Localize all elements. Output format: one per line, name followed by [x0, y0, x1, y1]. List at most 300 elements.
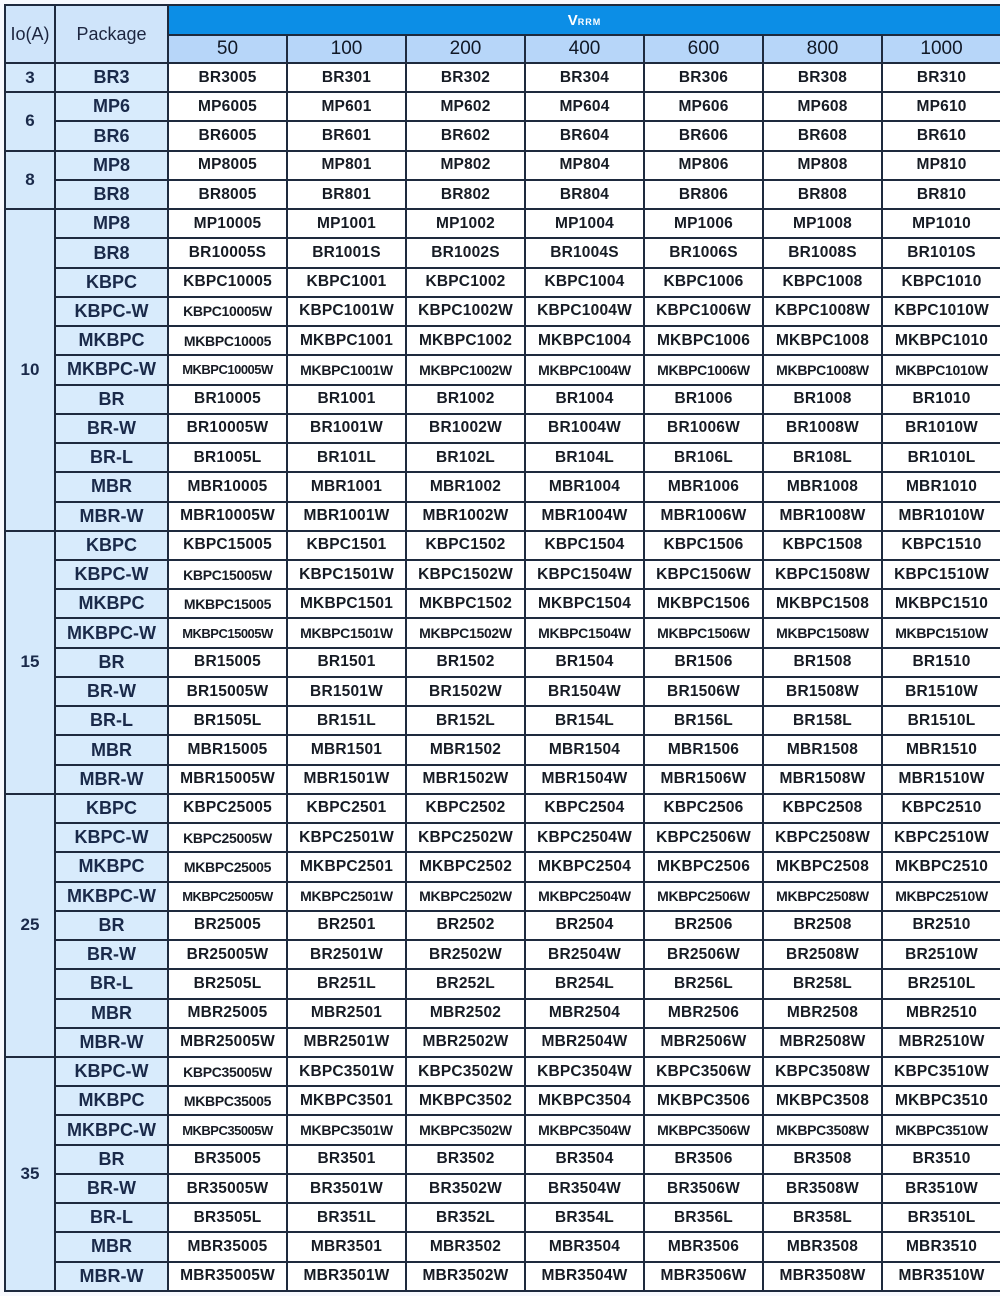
part-number-cell: MKBPC2506W: [644, 882, 763, 911]
part-number-cell: KBPC2510: [882, 794, 1000, 823]
package-cell: MP8: [55, 209, 168, 238]
part-number-cell: KBPC2508W: [763, 823, 882, 852]
part-number-cell: MKBPC3504: [525, 1086, 644, 1115]
table-row: [5, 151, 1000, 180]
part-number-cell: MP1008: [763, 209, 882, 238]
part-number-cell: BR10005: [168, 385, 287, 414]
part-number-cell: MBR1506: [644, 735, 763, 764]
part-number-cell: BR8005: [168, 180, 287, 209]
table-row: [5, 1057, 1000, 1086]
package-cell: MBR-W: [55, 1262, 168, 1291]
table-row: [5, 1203, 1000, 1232]
part-number-cell: MP1004: [525, 209, 644, 238]
part-number-cell: MBR10005: [168, 472, 287, 501]
part-number-cell: BR1501: [287, 648, 406, 677]
part-number-cell: BR15005W: [168, 677, 287, 706]
part-number-cell: KBPC1010: [882, 268, 1000, 297]
part-number-cell: KBPC1508W: [763, 560, 882, 589]
part-number-cell: MKBPC35005: [168, 1086, 287, 1115]
part-number-cell: BR1508: [763, 648, 882, 677]
part-number-cell: KBPC1504: [525, 531, 644, 560]
part-number-cell: BR3504: [525, 1145, 644, 1174]
package-cell: BR-L: [55, 1203, 168, 1232]
part-number-cell: BR3506: [644, 1145, 763, 1174]
part-number-cell: BR2506W: [644, 940, 763, 969]
table-row: [5, 1086, 1000, 1115]
part-number-cell: MP804: [525, 151, 644, 180]
part-number-cell: KBPC3501W: [287, 1057, 406, 1086]
table-row: [5, 297, 1000, 326]
part-number-cell: MBR3502: [406, 1232, 525, 1261]
part-number-cell: BR3504W: [525, 1174, 644, 1203]
part-number-cell: MBR15005: [168, 735, 287, 764]
part-number-cell: BR3501W: [287, 1174, 406, 1203]
part-number-cell: KBPC2502: [406, 794, 525, 823]
part-number-cell: BR351L: [287, 1203, 406, 1232]
table-row: [5, 706, 1000, 735]
package-cell: MKBPC: [55, 1086, 168, 1115]
part-number-cell: BR804: [525, 180, 644, 209]
part-number-cell: MBR1008: [763, 472, 882, 501]
table-header: [5, 5, 1000, 63]
part-number-cell: MBR10005W: [168, 502, 287, 531]
part-number-cell: BR3510L: [882, 1203, 1000, 1232]
part-number-cell: BR256L: [644, 969, 763, 998]
package-cell: MBR-W: [55, 502, 168, 531]
package-cell: BR: [55, 911, 168, 940]
part-number-cell: BR1505L: [168, 706, 287, 735]
part-number-cell: MKBPC1001: [287, 326, 406, 355]
package-cell: KBPC-W: [55, 297, 168, 326]
part-number-cell: KBPC2502W: [406, 823, 525, 852]
part-number-cell: MBR2501W: [287, 1028, 406, 1057]
voltage-header-cell: 50: [168, 35, 287, 63]
part-number-cell: MBR3502W: [406, 1262, 525, 1291]
part-number-cell: MBR1506W: [644, 765, 763, 794]
part-number-cell: BR2508W: [763, 940, 882, 969]
part-number-cell: BR1005L: [168, 443, 287, 472]
part-number-cell: BR1508W: [763, 677, 882, 706]
part-number-cell: MKBPC1506W: [644, 618, 763, 647]
part-number-cell: BR610: [882, 121, 1000, 150]
part-number-cell: KBPC1510: [882, 531, 1000, 560]
part-number-cell: BR3505L: [168, 1203, 287, 1232]
part-number-cell: KBPC3508W: [763, 1057, 882, 1086]
part-number-cell: BR808: [763, 180, 882, 209]
part-number-cell: MKBPC1506: [644, 589, 763, 618]
part-number-cell: MBR1002W: [406, 502, 525, 531]
package-cell: BR-W: [55, 677, 168, 706]
part-number-cell: BR156L: [644, 706, 763, 735]
part-number-cell: MBR1510: [882, 735, 1000, 764]
part-number-cell: KBPC1502: [406, 531, 525, 560]
part-number-cell: MKBPC2504: [525, 852, 644, 881]
part-number-cell: BR1004S: [525, 238, 644, 267]
part-number-cell: BR254L: [525, 969, 644, 998]
part-number-cell: KBPC1506: [644, 531, 763, 560]
vrrm-symbol: V: [567, 11, 578, 29]
part-number-cell: MP610: [882, 92, 1000, 121]
current-rating-cell: 8: [5, 151, 55, 209]
part-number-cell: KBPC3506W: [644, 1057, 763, 1086]
part-number-cell: BR801: [287, 180, 406, 209]
vrrm-header: [168, 5, 1000, 35]
part-number-cell: MKBPC1502: [406, 589, 525, 618]
table-row: [5, 443, 1000, 472]
part-number-cell: BR352L: [406, 1203, 525, 1232]
part-number-cell: BR2508: [763, 911, 882, 940]
part-number-cell: MBR2504W: [525, 1028, 644, 1057]
part-number-cell: KBPC2501: [287, 794, 406, 823]
part-number-cell: BR2501W: [287, 940, 406, 969]
part-number-cell: MBR1001W: [287, 502, 406, 531]
part-number-cell: KBPC25005W: [168, 823, 287, 852]
part-number-cell: BR1004: [525, 385, 644, 414]
part-number-cell: BR306: [644, 63, 763, 92]
part-number-cell: BR25005: [168, 911, 287, 940]
part-number-cell: MBR1501: [287, 735, 406, 764]
part-number-cell: KBPC1002: [406, 268, 525, 297]
part-number-cell: KBPC1008: [763, 268, 882, 297]
part-number-cell: MBR3506: [644, 1232, 763, 1261]
part-number-cell: KBPC1006: [644, 268, 763, 297]
part-number-cell: MBR1508: [763, 735, 882, 764]
part-number-cell: BR1008W: [763, 414, 882, 443]
package-cell: MP8: [55, 151, 168, 180]
package-cell: MBR-W: [55, 1028, 168, 1057]
package-cell: BR8: [55, 238, 168, 267]
part-number-cell: MP806: [644, 151, 763, 180]
part-number-cell: BR1010W: [882, 414, 1000, 443]
package-cell: MP6: [55, 92, 168, 121]
part-number-cell: MKBPC2508W: [763, 882, 882, 911]
package-cell: KBPC-W: [55, 1057, 168, 1086]
package-cell: KBPC: [55, 794, 168, 823]
part-number-cell: BR1506: [644, 648, 763, 677]
package-cell: BR: [55, 1145, 168, 1174]
part-number-cell: MKBPC3502: [406, 1086, 525, 1115]
part-number-cell: KBPC15005W: [168, 560, 287, 589]
part-number-cell: MKBPC1501: [287, 589, 406, 618]
table-row: [5, 180, 1000, 209]
part-number-cell: MBR25005: [168, 999, 287, 1028]
part-number-cell: KBPC1004: [525, 268, 644, 297]
voltage-header-cell: 1000: [882, 35, 1000, 63]
part-number-cell: MP6005: [168, 92, 287, 121]
part-number-cell: BR152L: [406, 706, 525, 735]
voltage-header-cell: 400: [525, 35, 644, 63]
part-number-cell: KBPC3510W: [882, 1057, 1000, 1086]
part-number-cell: BR604: [525, 121, 644, 150]
part-number-cell: BR106L: [644, 443, 763, 472]
part-number-cell: MBR2501: [287, 999, 406, 1028]
part-number-cell: MKBPC1008W: [763, 355, 882, 384]
table-body: [5, 63, 1000, 1291]
part-number-cell: MBR1502W: [406, 765, 525, 794]
part-number-cell: BR2502: [406, 911, 525, 940]
package-cell: MKBPC: [55, 326, 168, 355]
part-number-cell: BR802: [406, 180, 525, 209]
part-number-cell: MKBPC15005: [168, 589, 287, 618]
package-cell: BR6: [55, 121, 168, 150]
part-number-cell: BR2510W: [882, 940, 1000, 969]
part-number-cell: BR2510: [882, 911, 1000, 940]
part-number-cell: MP10005: [168, 209, 287, 238]
part-number-cell: BR3508: [763, 1145, 882, 1174]
part-number-cell: MBR25005W: [168, 1028, 287, 1057]
package-cell: BR: [55, 385, 168, 414]
package-cell: KBPC: [55, 531, 168, 560]
part-number-cell: MKBPC3506W: [644, 1115, 763, 1144]
part-number-cell: BR3510: [882, 1145, 1000, 1174]
part-number-cell: MKBPC1510: [882, 589, 1000, 618]
table-row: [5, 355, 1000, 384]
table-row: [5, 385, 1000, 414]
part-number-cell: MKBPC3508: [763, 1086, 882, 1115]
table-row: [5, 1145, 1000, 1174]
part-number-cell: BR3510W: [882, 1174, 1000, 1203]
part-number-cell: MP604: [525, 92, 644, 121]
part-number-cell: KBPC35005W: [168, 1057, 287, 1086]
part-number-cell: MP1001: [287, 209, 406, 238]
part-number-cell: MKBPC3504W: [525, 1115, 644, 1144]
part-number-cell: BR1502: [406, 648, 525, 677]
part-number-cell: MBR1004: [525, 472, 644, 501]
part-number-cell: BR3502: [406, 1145, 525, 1174]
part-number-cell: MP602: [406, 92, 525, 121]
current-rating-cell: 10: [5, 209, 55, 531]
part-number-cell: KBPC1504W: [525, 560, 644, 589]
vrrm-subscript: RRM: [577, 16, 602, 27]
table-row: [5, 823, 1000, 852]
part-number-cell: MKBPC1502W: [406, 618, 525, 647]
part-number-cell: MP1002: [406, 209, 525, 238]
part-number-cell: BR1001: [287, 385, 406, 414]
part-number-cell: BR35005W: [168, 1174, 287, 1203]
part-number-cell: MKBPC1508W: [763, 618, 882, 647]
part-number-cell: MP810: [882, 151, 1000, 180]
table-row: [5, 121, 1000, 150]
part-number-cell: MBR1010: [882, 472, 1000, 501]
part-number-cell: MBR2510: [882, 999, 1000, 1028]
part-number-cell: BR10005S: [168, 238, 287, 267]
part-number-cell: MP608: [763, 92, 882, 121]
part-number-cell: BR108L: [763, 443, 882, 472]
package-cell: MKBPC-W: [55, 882, 168, 911]
part-number-cell: MKBPC3506: [644, 1086, 763, 1115]
table-row: [5, 911, 1000, 940]
part-number-cell: BR15005: [168, 648, 287, 677]
table-row: [5, 1115, 1000, 1144]
part-number-cell: KBPC1008W: [763, 297, 882, 326]
part-number-cell: MKBPC1508: [763, 589, 882, 618]
part-number-cell: BR1006S: [644, 238, 763, 267]
package-cell: BR-W: [55, 414, 168, 443]
part-number-cell: KBPC2506: [644, 794, 763, 823]
table-row: [5, 648, 1000, 677]
part-number-cell: BR1002S: [406, 238, 525, 267]
part-number-cell: BR3501: [287, 1145, 406, 1174]
part-number-cell: BR1510: [882, 648, 1000, 677]
package-cell: BR8: [55, 180, 168, 209]
table-row: [5, 882, 1000, 911]
package-cell: MBR-W: [55, 765, 168, 794]
table-row: [5, 560, 1000, 589]
part-number-cell: MKBPC10005: [168, 326, 287, 355]
io-header: Io(A): [5, 5, 55, 63]
part-number-cell: BR358L: [763, 1203, 882, 1232]
package-cell: MBR: [55, 472, 168, 501]
part-number-cell: MBR3504W: [525, 1262, 644, 1291]
part-number-cell: KBPC1502W: [406, 560, 525, 589]
part-number-cell: MKBPC2510W: [882, 882, 1000, 911]
part-number-cell: BR1006W: [644, 414, 763, 443]
part-number-cell: MBR2504: [525, 999, 644, 1028]
part-number-cell: MBR1502: [406, 735, 525, 764]
part-number-cell: MBR3504: [525, 1232, 644, 1261]
part-number-cell: KBPC1506W: [644, 560, 763, 589]
part-number-cell: MKBPC25005W: [168, 882, 287, 911]
part-number-cell: KBPC1510W: [882, 560, 1000, 589]
part-number-cell: MKBPC1006W: [644, 355, 763, 384]
part-number-cell: MP606: [644, 92, 763, 121]
package-cell: BR3: [55, 63, 168, 92]
package-cell: BR-L: [55, 969, 168, 998]
part-number-cell: MBR2506W: [644, 1028, 763, 1057]
part-number-cell: MKBPC25005: [168, 852, 287, 881]
part-number-cell: MBR35005W: [168, 1262, 287, 1291]
part-number-cell: KBPC1010W: [882, 297, 1000, 326]
table-row: [5, 765, 1000, 794]
part-number-cell: MBR2508: [763, 999, 882, 1028]
part-number-cell: BR1006: [644, 385, 763, 414]
part-number-cell: MKBPC2510: [882, 852, 1000, 881]
part-number-cell: MP601: [287, 92, 406, 121]
part-number-cell: MBR1510W: [882, 765, 1000, 794]
part-number-cell: MBR2510W: [882, 1028, 1000, 1057]
part-number-cell: BR308: [763, 63, 882, 92]
part-number-cell: BR3506W: [644, 1174, 763, 1203]
part-number-cell: BR1002W: [406, 414, 525, 443]
part-number-cell: MP1006: [644, 209, 763, 238]
part-number-cell: MKBPC3501: [287, 1086, 406, 1115]
part-number-cell: KBPC3504W: [525, 1057, 644, 1086]
table-row: [5, 63, 1000, 92]
part-number-cell: KBPC1001: [287, 268, 406, 297]
part-number-cell: MBR3508: [763, 1232, 882, 1261]
part-number-cell: MP802: [406, 151, 525, 180]
part-number-cell: KBPC1001W: [287, 297, 406, 326]
part-number-cell: MKBPC2508: [763, 852, 882, 881]
part-number-cell: BR258L: [763, 969, 882, 998]
package-cell: MKBPC-W: [55, 618, 168, 647]
part-number-cell: KBPC10005: [168, 268, 287, 297]
table-row: [5, 1262, 1000, 1291]
part-number-cell: KBPC15005: [168, 531, 287, 560]
part-number-cell: MBR1006: [644, 472, 763, 501]
part-number-cell: KBPC2508: [763, 794, 882, 823]
table-row: [5, 852, 1000, 881]
part-number-cell: BR602: [406, 121, 525, 150]
part-number-cell: BR2501: [287, 911, 406, 940]
part-number-cell: MBR3508W: [763, 1262, 882, 1291]
part-number-cell: BR151L: [287, 706, 406, 735]
voltage-header-cell: 600: [644, 35, 763, 63]
table-row: [5, 940, 1000, 969]
table-row: [5, 238, 1000, 267]
part-number-cell: KBPC2504: [525, 794, 644, 823]
part-number-cell: BR158L: [763, 706, 882, 735]
part-number-cell: BR2506: [644, 911, 763, 940]
part-number-cell: MKBPC2501W: [287, 882, 406, 911]
package-cell: MKBPC: [55, 589, 168, 618]
part-number-cell: MP8005: [168, 151, 287, 180]
part-number-cell: MP1010: [882, 209, 1000, 238]
package-cell: MKBPC: [55, 852, 168, 881]
part-number-cell: BR25005W: [168, 940, 287, 969]
part-number-cell: MBR2506: [644, 999, 763, 1028]
part-number-cell: KBPC2504W: [525, 823, 644, 852]
part-number-cell: BR1004W: [525, 414, 644, 443]
part-number-cell: MBR1508W: [763, 765, 882, 794]
current-rating-cell: 25: [5, 794, 55, 1057]
table-row: [5, 677, 1000, 706]
part-number-cell: BR2502W: [406, 940, 525, 969]
part-number-cell: BR1501W: [287, 677, 406, 706]
part-number-cell: MBR1010W: [882, 502, 1000, 531]
part-number-cell: BR252L: [406, 969, 525, 998]
part-number-cell: MKBPC1001W: [287, 355, 406, 384]
package-cell: BR-W: [55, 940, 168, 969]
part-number-cell: BR104L: [525, 443, 644, 472]
part-number-cell: MP808: [763, 151, 882, 180]
current-rating-cell: 35: [5, 1057, 55, 1291]
table-row: [5, 999, 1000, 1028]
part-number-cell: BR302: [406, 63, 525, 92]
part-number-cell: MKBPC1004: [525, 326, 644, 355]
part-number-cell: KBPC1508: [763, 531, 882, 560]
table-row: [5, 326, 1000, 355]
package-cell: MKBPC-W: [55, 1115, 168, 1144]
part-number-cell: MBR1504: [525, 735, 644, 764]
part-number-cell: BR1010L: [882, 443, 1000, 472]
part-number-cell: MBR3506W: [644, 1262, 763, 1291]
part-number-cell: BR3508W: [763, 1174, 882, 1203]
table-row: [5, 618, 1000, 647]
part-number-cell: MBR1501W: [287, 765, 406, 794]
package-cell: KBPC-W: [55, 560, 168, 589]
part-number-cell: BR1510L: [882, 706, 1000, 735]
part-number-cell: BR251L: [287, 969, 406, 998]
part-number-cell: MBR1006W: [644, 502, 763, 531]
part-number-cell: MBR35005: [168, 1232, 287, 1261]
table-row: [5, 209, 1000, 238]
part-number-cell: BR304: [525, 63, 644, 92]
part-number-cell: BR301: [287, 63, 406, 92]
part-number-cell: BR354L: [525, 1203, 644, 1232]
voltage-header-cell: 200: [406, 35, 525, 63]
table-row: [5, 92, 1000, 121]
part-number-cell: MKBPC1006: [644, 326, 763, 355]
voltage-header-cell: 800: [763, 35, 882, 63]
part-number-cell: BR6005: [168, 121, 287, 150]
part-number-cell: KBPC1501: [287, 531, 406, 560]
table-row: [5, 1232, 1000, 1261]
part-number-cell: MKBPC15005W: [168, 618, 287, 647]
part-number-cell: MKBPC3502W: [406, 1115, 525, 1144]
part-number-cell: BR1506W: [644, 677, 763, 706]
part-number-cell: BR1001S: [287, 238, 406, 267]
